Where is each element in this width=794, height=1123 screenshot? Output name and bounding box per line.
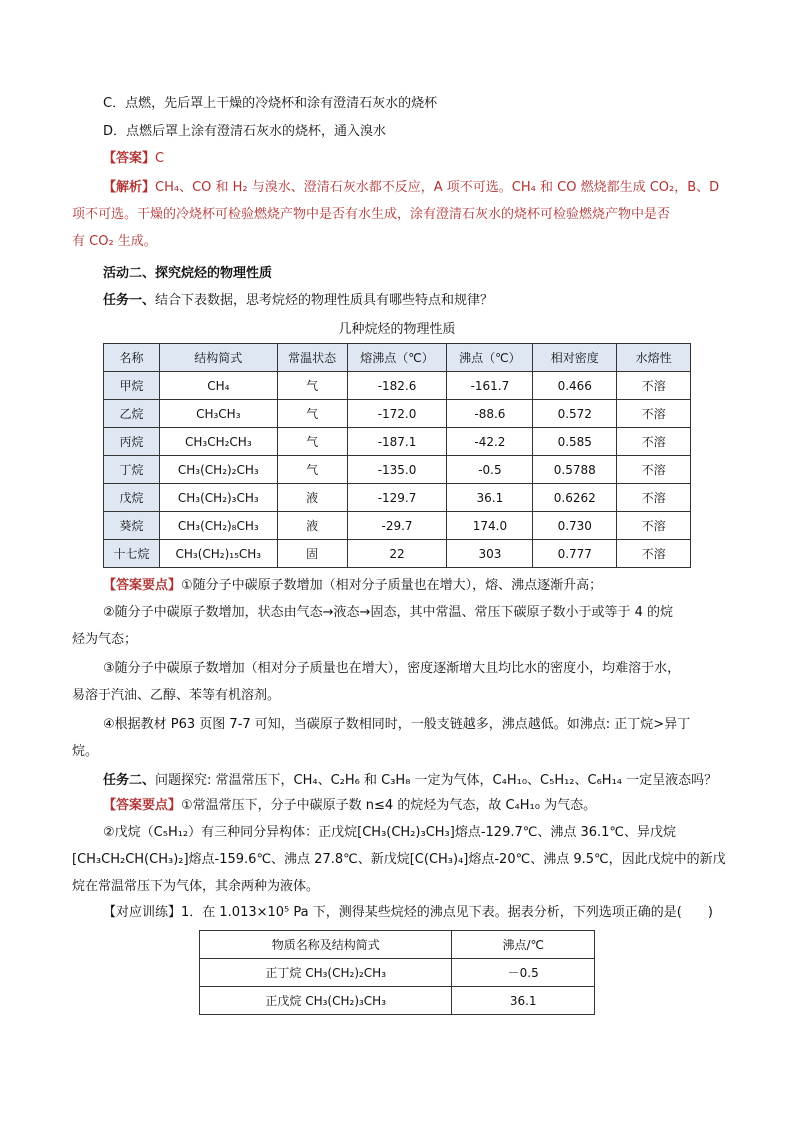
task1-line: [103, 292, 493, 310]
table-cell: 0.777: [533, 540, 617, 568]
table-cell: 甲烷: [104, 372, 160, 400]
table-cell: 丙烷: [104, 428, 160, 456]
analysis-label: 【解析】: [103, 180, 156, 195]
table-row: [200, 959, 595, 987]
table-row: [104, 400, 691, 428]
keypoints1-line-1: [103, 577, 602, 595]
answer-line: [103, 150, 164, 168]
keypoints2-p2a: ②戊烷（C₅H₁₂）有三种同分异构体：正戊烷[CH₃(CH₂)₃CH₃]熔点-129.7℃、沸点 36.1℃、异戊烷: [103, 825, 677, 840]
answer-value: C: [155, 151, 165, 166]
table-cell: 0.585: [533, 428, 617, 456]
table-cell: 174.0: [447, 512, 533, 540]
table-header-cell: 沸点（℃）: [447, 344, 533, 372]
table-row: [104, 372, 691, 400]
table-cell: 0.572: [533, 400, 617, 428]
table-header-cell: 常温状态: [277, 344, 347, 372]
table-cell: CH₃(CH₂)₂CH₃: [159, 456, 277, 484]
table-cell: 气: [277, 428, 347, 456]
table-cell: -172.0: [347, 400, 447, 428]
table1-caption: 几种烷烃的物理性质: [338, 322, 456, 337]
table-cell: CH₃(CH₂)₈CH₃: [159, 512, 277, 540]
table-cell: -182.6: [347, 372, 447, 400]
activity2-title: 活动二、探究烷烃的物理性质: [103, 266, 273, 281]
table-row: [104, 456, 691, 484]
table-cell: -88.6: [447, 400, 533, 428]
keypoints1-p4b: 烷。: [72, 744, 99, 759]
table-row: [104, 540, 691, 568]
table-cell: 戊烷: [104, 484, 160, 512]
keypoints1-p2b: 烃为气态；: [72, 632, 138, 647]
table-row: [200, 987, 595, 1015]
option-c: C．点燃，先后罩上干燥的冷烧杯和涂有澄清石灰水的烧杯: [103, 96, 438, 111]
table-cell: 不溶: [617, 428, 691, 456]
table-cell: 0.730: [533, 512, 617, 540]
table-header-cell: 沸点/℃: [452, 931, 595, 959]
table-cell: 正丁烷 CH₃(CH₂)₂CH₃: [200, 959, 452, 987]
table-header-cell: 结构简式: [159, 344, 277, 372]
option-d: D．点燃后罩上涂有澄清石灰水的烧杯，通入溴水: [103, 124, 387, 139]
keypoints2-p2c: 烷在常温常压下为气体，其余两种为液体。: [72, 879, 320, 894]
table-cell: 不溶: [617, 540, 691, 568]
table-cell: 不溶: [617, 512, 691, 540]
table-cell: -161.7: [447, 372, 533, 400]
table-cell: -187.1: [347, 428, 447, 456]
table-cell: 不溶: [617, 484, 691, 512]
table-cell: 不溶: [617, 372, 691, 400]
keypoints1-p1: ①随分子中碳原子数增加（相对分子质量也在增大），熔、沸点逐渐升高；: [181, 578, 603, 593]
table-cell: 0.6262: [533, 484, 617, 512]
table-cell: 十七烷: [104, 540, 160, 568]
keypoints2-p1: ①常温常压下，分子中碳原子数 n≤4 的烷烃为气态，故 C₄H₁₀ 为气态。: [181, 798, 597, 813]
table-cell: CH₃(CH₂)₁₅CH₃: [159, 540, 277, 568]
boiling-point-table: [199, 930, 595, 1015]
answer-label: 【答案】: [103, 151, 156, 166]
table-cell: 乙烷: [104, 400, 160, 428]
table-cell: 正戊烷 CH₃(CH₂)₃CH₃: [200, 987, 452, 1015]
task2-text: 问题探究: 常温常压下，CH₄、C₂H₆ 和 C₃H₈ 一定为气体，C₄H₁₀、C₅H₁₂、C₆H₁₄ 一定呈液态吗？: [155, 773, 718, 788]
table-cell: CH₄: [159, 372, 277, 400]
analysis-text-1: CH₄、CO 和 H₂ 与溴水、澄清石灰水都不反应，A 项不可选。CH₄ 和 CO 燃烧都生成 CO₂，B、D: [155, 180, 720, 195]
table-cell: 气: [277, 372, 347, 400]
task2-label: 任务二、: [103, 773, 156, 788]
table-cell: 液: [277, 484, 347, 512]
table-header-cell: 相对密度: [533, 344, 617, 372]
keypoints1-p4a: ④根据教材 P63 页图 7-7 可知，当碳原子数相同时，一般支链越多，沸点越低。如沸点: 正丁烷>异丁: [103, 717, 691, 732]
table-header-cell: 熔沸点（℃）: [347, 344, 447, 372]
table-cell: -29.7: [347, 512, 447, 540]
analysis-line-3: 有 CO₂ 生成。: [72, 234, 157, 249]
table-cell: -0.5: [447, 456, 533, 484]
table-cell: 不溶: [617, 456, 691, 484]
table-cell: 303: [447, 540, 533, 568]
table-header-cell: 水熔性: [617, 344, 691, 372]
table-header-cell: 物质名称及结构简式: [200, 931, 452, 959]
table-cell: 0.466: [533, 372, 617, 400]
table-cell: －0.5: [452, 959, 595, 987]
table-cell: 不溶: [617, 400, 691, 428]
table-cell: 36.1: [447, 484, 533, 512]
table-row: [104, 484, 691, 512]
table-cell: 36.1: [452, 987, 595, 1015]
table-cell: -129.7: [347, 484, 447, 512]
table-row: [104, 512, 691, 540]
table-cell: 0.5788: [533, 456, 617, 484]
table-cell: 气: [277, 400, 347, 428]
analysis-line-1: [103, 179, 719, 197]
table-cell: 液: [277, 512, 347, 540]
keypoints1-label: 【答案要点】: [103, 578, 182, 593]
table-cell: CH₃(CH₂)₃CH₃: [159, 484, 277, 512]
task2-line: [103, 772, 717, 790]
table-cell: CH₃CH₃: [159, 400, 277, 428]
keypoints1-p2a: ②随分子中碳原子数增加，状态由气态→液态→固态，其中常温、常压下碳原子数小于或等于 4 的烷: [103, 605, 673, 620]
table-header-cell: 名称: [104, 344, 160, 372]
analysis-line-2: 项不可选。干燥的冷烧杯可检验燃烧产物中是否有水生成，涂有澄清石灰水的烧杯可检验燃烧产物中是否: [72, 207, 671, 222]
keypoints1-p3b: 易溶于汽油、乙醇、苯等有机溶剂。: [72, 688, 281, 703]
table-cell: 22: [347, 540, 447, 568]
keypoints2-line-1: [103, 797, 596, 815]
practice-question: 【对应训练】1．在 1.013×10⁵ Pa 下，测得某些烷烃的沸点见下表。据表分析，下列选项正确的是( ): [103, 905, 713, 920]
table-row: [104, 428, 691, 456]
keypoints1-p3a: ③随分子中碳原子数增加（相对分子质量也在增大），密度逐渐增大且均比水的密度小，均难溶于水，: [103, 661, 681, 676]
table-cell: 丁烷: [104, 456, 160, 484]
alkane-properties-table: [103, 343, 691, 568]
table-cell: 固: [277, 540, 347, 568]
task1-label: 任务一、: [103, 293, 156, 308]
table-header-row: [200, 931, 595, 959]
table-header-row: [104, 344, 691, 372]
table-cell: 气: [277, 456, 347, 484]
keypoints2-p2b: [CH₃CH₂CH(CH₃)₂]熔点-159.6℃、沸点 27.8℃、新戊烷[C(CH₃)₄]熔点-20℃、沸点 9.5℃，因此戊烷中的新戊: [72, 852, 726, 867]
table-cell: CH₃CH₂CH₃: [159, 428, 277, 456]
table-cell: -42.2: [447, 428, 533, 456]
task1-text: 结合下表数据，思考烷烃的物理性质具有哪些特点和规律？: [155, 293, 494, 308]
table-cell: -135.0: [347, 456, 447, 484]
keypoints2-label: 【答案要点】: [103, 798, 182, 813]
table-cell: 葵烷: [104, 512, 160, 540]
